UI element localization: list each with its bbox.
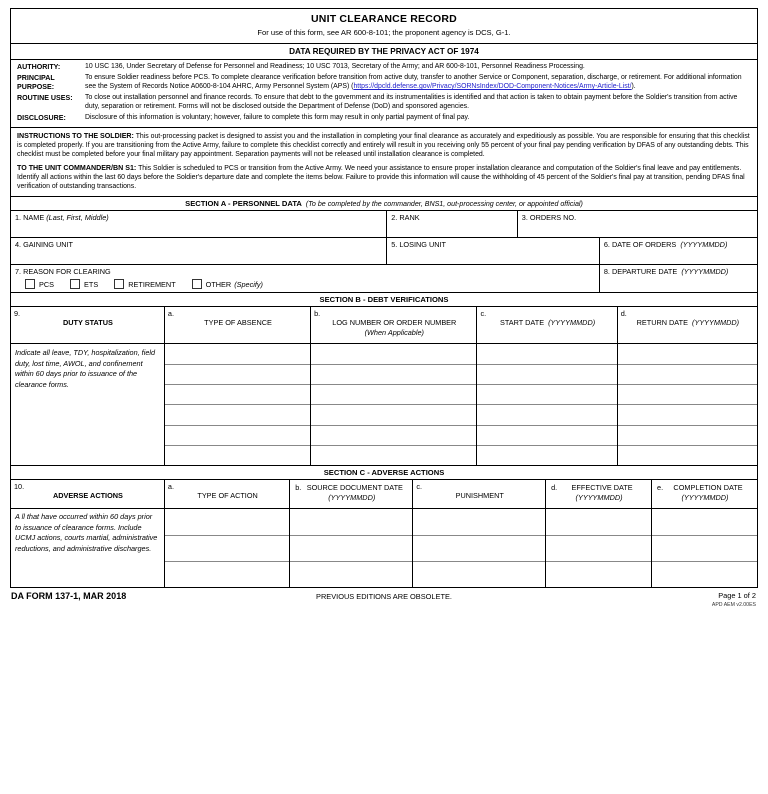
section-c-row-title-cell: [11, 480, 164, 508]
checkbox-ets[interactable]: [70, 279, 98, 289]
section-c-cell[interactable]: [652, 536, 757, 562]
field-departure-date[interactable]: [599, 265, 757, 292]
section-c-cell[interactable]: [652, 562, 757, 587]
section-b-cell[interactable]: [477, 365, 616, 385]
section-c-col-b-title: SOURCE DOCUMENT DATE: [306, 483, 403, 493]
form-identifier: DA FORM 137-1, MAR 2018: [11, 591, 127, 602]
section-b-col-b: [310, 307, 476, 343]
instructions-commander: [17, 164, 751, 191]
section-b-cell[interactable]: [477, 344, 616, 364]
section-c-cell[interactable]: [290, 562, 412, 587]
field-departure-number: 8.: [603, 267, 610, 277]
section-b-row-title-cell: [11, 307, 164, 343]
field-date-orders-label: DATE OF ORDERS: [611, 240, 677, 250]
section-c-cell[interactable]: [165, 509, 289, 535]
section-b-col-a-index: a.: [167, 308, 175, 318]
section-b-col-c-index: c.: [480, 308, 487, 318]
section-c-col-d: [545, 480, 651, 508]
section-b-col-c: [476, 307, 616, 343]
section-c-cell[interactable]: [652, 509, 757, 535]
section-c-col-e-index: e.: [657, 483, 664, 493]
field-losing-number: 5.: [391, 240, 398, 250]
section-b-col-b-index: b.: [314, 308, 321, 318]
section-c-col-c-title: PUNISHMENT: [455, 491, 504, 501]
section-b-note: Indicate all leave, TDY, hospitalization, field duty, lost time, AWOL, and confinement within 60 days prior to issuance of the clearance forms.: [15, 348, 156, 389]
form-subtitle: For use of this form, see AR 600-8-101; the proponent agency is DCS, G-1.: [257, 28, 511, 37]
field-gaining-label: GAINING UNIT: [23, 240, 73, 250]
reason-checkbox-group: [15, 279, 596, 289]
section-c-cell[interactable]: [165, 536, 289, 562]
section-c-col-c: [412, 480, 545, 508]
section-c-cell[interactable]: [290, 509, 412, 535]
section-b-cell[interactable]: [618, 365, 757, 385]
section-b-col-a-title: TYPE OF ABSENCE: [204, 318, 272, 328]
section-b-col-c-title: START DATE: [500, 318, 545, 328]
routine-uses-label: ROUTINE USES:: [17, 94, 73, 103]
field-name-label: NAME: [23, 213, 45, 223]
section-b-note-cell: [11, 344, 164, 460]
field-name[interactable]: [11, 211, 386, 237]
authority-label: AUTHORITY:: [17, 63, 61, 71]
section-c-col-a-title: TYPE OF ACTION: [197, 491, 258, 501]
field-name-number: 1.: [15, 213, 22, 223]
section-a-row-2: [11, 238, 757, 265]
field-date-orders-paren: (YYYYMMDD): [680, 240, 728, 250]
section-b-cell[interactable]: [165, 405, 310, 425]
section-b-cell[interactable]: [311, 405, 476, 425]
field-departure-paren: (YYYYMMDD): [681, 267, 729, 277]
section-b-cell[interactable]: [311, 385, 476, 405]
principal-purpose-body: To ensure Soldier readiness before PCS. To complete clearance verification before transition from active duty, transfer to another Service or Component, separation, discharge, or retirement. For additional information see the System of Records Notice A0600-8-104 AHRC, Army Personnel System (APS) (: [85, 74, 742, 90]
section-b-col-d: [617, 307, 757, 343]
checkbox-box-icon[interactable]: [70, 279, 80, 289]
section-b-title: SECTION B - DEBT VERIFICATIONS: [319, 294, 449, 304]
section-b-column-headers: [11, 307, 757, 344]
section-c-col-d-paren: (YYYYMMDD): [575, 492, 623, 502]
instructions-soldier: [17, 132, 751, 159]
section-c-cell[interactable]: [290, 536, 412, 562]
section-c-col-a: [164, 480, 289, 508]
checkbox-pcs[interactable]: [25, 279, 54, 289]
instructions-commander-lead: TO THE UNIT COMMANDER/BN S1:: [17, 164, 137, 173]
section-b-cell[interactable]: [618, 405, 757, 425]
section-c-cell[interactable]: [546, 536, 651, 562]
page-title: UNIT CLEARANCE RECORD: [311, 13, 457, 25]
section-b-col-b-cells: [310, 344, 476, 465]
title-block: [11, 9, 757, 43]
instructions-commander-text: This Soldier is scheduled to PCS or transition from the Active Army. We need your assistance to ensure proper installation clearance and computation of the Soldier's final leave and pay entitlements. Identify all actions within the last 60 days before the Soldier's departure date and complete the items below. Failure to provide this information will cause the withholding of 45 percent of the Soldier's final pay at transition, pending DFAS final verification of outstanding transactions.: [17, 165, 745, 190]
section-c-cell[interactable]: [413, 562, 545, 587]
privacy-row-disclosure: [17, 114, 751, 123]
field-departure-label: DEPARTURE DATE: [611, 267, 678, 277]
section-b-cell[interactable]: [477, 426, 616, 446]
section-a-title: SECTION A - PERSONNEL DATA: [185, 198, 302, 208]
section-b-col-d-cells: [617, 344, 757, 465]
routine-uses-text: To close out installation personnel and finance records. To ensure that debt to the government and its instrumentalities is identified and that action is taken to obtain payment before the Soldier's transition from active duty, separation or retirement. Forms will not be disclosed outside the Department of Defense (DoD) and sponsored agencies.: [85, 94, 738, 111]
section-c-col-b-index: b.: [295, 483, 302, 493]
instructions-soldier-text: This out-processing packet is designed to assist you and the installation in completing your final clearance as accurately and expeditiously as possible. You are responsible for ensuring that this checklist is completed properly. If you are transitioning from the Active Army, failure to complete this checklist correctly and entirely will result in you receiving only 55 percent of your final pay pending verification by DFAS of any outstanding debts. This checklist must be completed before your final military pay appointment. Separation payments will not be released until installation clearance is completed.: [17, 133, 750, 158]
field-orders-no[interactable]: [517, 211, 757, 237]
section-b-cell[interactable]: [165, 426, 310, 446]
checkbox-other-paren: (Specify): [234, 279, 263, 289]
section-c-cell[interactable]: [165, 562, 289, 587]
page-number: Page 1 of 2: [718, 591, 756, 601]
section-b-body: [11, 344, 757, 465]
section-b-cell[interactable]: [477, 446, 616, 466]
section-b-cell[interactable]: [311, 365, 476, 385]
section-b-cell[interactable]: [618, 446, 757, 466]
section-b-col-d-index: d.: [620, 308, 627, 318]
section-c-col-d-index: d.: [551, 483, 558, 493]
section-c-body: [11, 509, 757, 587]
field-losing-unit[interactable]: [386, 238, 599, 264]
checkbox-other-label: OTHER: [205, 279, 232, 289]
checkbox-retirement-label: RETIREMENT: [128, 279, 176, 289]
section-c-col-a-index: a.: [167, 481, 175, 491]
checkbox-box-icon[interactable]: [114, 279, 124, 289]
section-c-col-e-title: COMPLETION DATE: [673, 483, 743, 493]
privacy-row-authority: [17, 63, 751, 72]
section-c-col-c-cells: [412, 509, 545, 587]
field-date-orders-number: 6.: [603, 240, 610, 250]
field-reason-label: REASON FOR CLEARING: [23, 267, 111, 277]
section-c-col-e: [651, 480, 757, 508]
field-rank[interactable]: [386, 211, 517, 237]
section-b-col-a: [164, 307, 310, 343]
section-c-row-number: 10.: [14, 481, 25, 491]
unit-clearance-record-form: [10, 8, 758, 588]
section-c-col-c-index: c.: [416, 481, 422, 491]
section-c-col-b: [289, 480, 412, 508]
instructions-soldier-lead: INSTRUCTIONS TO THE SOLDIER:: [17, 132, 134, 141]
disclosure-text: Disclosure of this information is voluntary; however, failure to complete this form may result in only partial payment of final pay.: [85, 114, 470, 122]
section-b-col-d-title: RETURN DATE: [636, 318, 688, 328]
section-b-row-number: 9.: [14, 308, 21, 318]
section-c-col-b-paren: (YYYYMMDD): [328, 492, 376, 502]
checkbox-pcs-label: PCS: [39, 279, 55, 289]
section-c-note-cell: [11, 509, 164, 585]
section-c-title: SECTION C - ADVERSE ACTIONS: [323, 467, 445, 477]
field-rank-number: 2.: [391, 213, 398, 223]
section-b-cell[interactable]: [165, 365, 310, 385]
section-c-col-d-title: EFFECTIVE DATE: [571, 483, 633, 493]
field-rank-label: RANK: [399, 213, 420, 223]
privacy-row-routine-uses: [17, 94, 751, 111]
instructions-block: [11, 127, 757, 196]
previous-editions-note: PREVIOUS EDITIONS ARE OBSOLETE.: [316, 592, 452, 602]
field-reason-number: 7.: [15, 267, 22, 277]
section-b-col-c-paren: (YYYYMMDD): [548, 318, 596, 328]
section-b-col-c-cells: [476, 344, 616, 465]
section-c-col-e-paren: (YYYYMMDD): [681, 492, 729, 502]
section-b-cell[interactable]: [311, 344, 476, 364]
section-b-cell[interactable]: [618, 426, 757, 446]
checkbox-retirement[interactable]: [114, 279, 175, 289]
field-date-of-orders[interactable]: [599, 238, 757, 264]
revision-code: APD AEM v2.00ES: [711, 602, 756, 609]
section-c-cell[interactable]: [413, 509, 545, 535]
principal-purpose-label: PRINCIPAL PURPOSE:: [17, 74, 55, 92]
section-c-row-title: ADVERSE ACTIONS: [53, 491, 123, 501]
section-c-col-a-cells: [164, 509, 289, 587]
field-name-paren: (Last, First, Middle): [46, 213, 109, 223]
section-b-col-b-title: LOG NUMBER OR ORDER NUMBER: [332, 318, 457, 328]
field-gaining-unit[interactable]: [11, 238, 386, 264]
section-a-row-1: [11, 211, 757, 238]
section-b-cell[interactable]: [311, 426, 476, 446]
privacy-act-header: DATA REQUIRED BY THE PRIVACY ACT OF 1974: [11, 43, 757, 60]
section-c-cell[interactable]: [413, 536, 545, 562]
section-a-note: (To be completed by the commander, BNS1, out-processing center, or appointed official): [305, 199, 583, 208]
section-c-header: [11, 465, 757, 480]
field-reason-for-clearing: [11, 265, 599, 292]
section-c-col-d-cells: [545, 509, 651, 587]
principal-purpose-text: [85, 74, 751, 92]
field-losing-label: LOSING UNIT: [399, 240, 446, 250]
section-c-note: A ll that have occurred within 60 days prior to issuance of clearance forms. Include UCMJ actions, courts martial, administrative reductions, and administrative discharges.: [15, 512, 158, 553]
section-c-col-b-cells: [289, 509, 412, 587]
section-a-header: [11, 196, 757, 211]
section-b-cell[interactable]: [477, 405, 616, 425]
section-b-header: [11, 292, 757, 307]
field-orders-label: ORDERS NO.: [529, 213, 577, 223]
section-b-cell[interactable]: [618, 344, 757, 364]
section-b-cell[interactable]: [165, 385, 310, 405]
section-a-row-3: [11, 265, 757, 292]
field-orders-number: 3.: [521, 213, 528, 223]
checkbox-box-icon[interactable]: [192, 279, 202, 289]
section-b-col-b-sub: (When Applicable): [364, 327, 424, 337]
section-c-cell[interactable]: [546, 562, 651, 587]
sorns-link[interactable]: https://dpcld.defense.gov/Privacy/SORNsIndex/DOD-Component-Notices/Army-Article-List/: [353, 83, 632, 90]
disclosure-label: DISCLOSURE:: [17, 114, 66, 123]
authority-text: 10 USC 136, Under Secretary of Defense for Personnel and Readiness; 10 USC 7013, Secretary of the Army; and AR 600-8-101, Personnel Readiness Processing.: [85, 63, 585, 70]
form-footer: [10, 591, 758, 613]
section-b-col-d-paren: (YYYYMMDD): [692, 318, 740, 328]
section-b-cell[interactable]: [477, 385, 616, 405]
section-c-column-headers: [11, 480, 757, 509]
section-c-cell[interactable]: [546, 509, 651, 535]
section-b-row-title: DUTY STATUS: [63, 318, 113, 328]
checkbox-box-icon[interactable]: [25, 279, 35, 289]
section-b-cell[interactable]: [165, 446, 310, 466]
section-b-col-a-cells: [164, 344, 310, 465]
checkbox-other[interactable]: [192, 279, 263, 289]
section-b-cell[interactable]: [165, 344, 310, 364]
section-c-col-e-cells: [651, 509, 757, 587]
section-b-cell[interactable]: [618, 385, 757, 405]
section-b-cell[interactable]: [311, 446, 476, 466]
principal-purpose-tail: ).: [631, 83, 636, 90]
privacy-act-body: [11, 60, 757, 127]
field-gaining-number: 4.: [15, 240, 22, 250]
checkbox-ets-label: ETS: [84, 279, 99, 289]
privacy-row-principal-purpose: [17, 74, 751, 92]
